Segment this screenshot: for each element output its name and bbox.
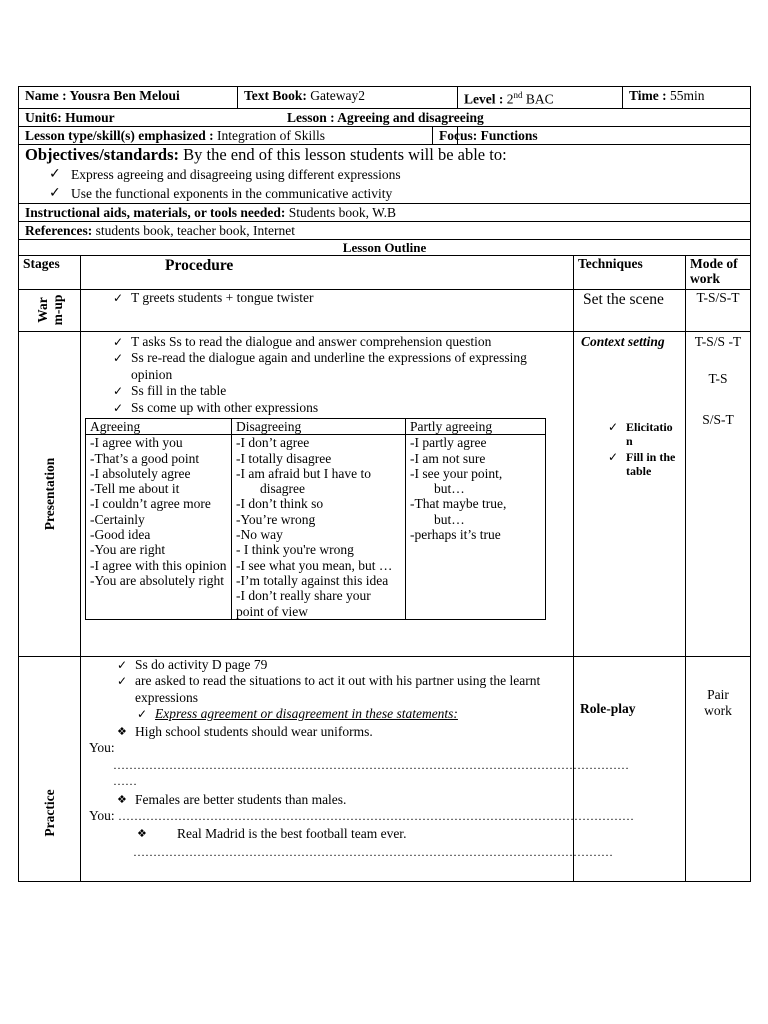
expressions-table — [85, 418, 546, 620]
answer-line-continued: …… — [113, 774, 137, 788]
presentation-step: ✓ Ss fill in the table — [109, 383, 533, 400]
header-agreeing: Agreeing — [86, 419, 232, 435]
warmup-mode: T-S/S-T — [686, 289, 751, 331]
agreeing-phrase: -You are absolutely right — [90, 572, 224, 588]
answer-line[interactable]: ………………………………………………………………………………………………………………… — [113, 757, 629, 772]
disagreeing-phrase: -I don’t think so — [236, 496, 324, 512]
technique-item: ✓ Fill in the table — [604, 450, 681, 478]
stage-practice — [19, 656, 81, 881]
presentation-procedure — [81, 331, 574, 656]
disagreeing-phrase: -I’m totally against this idea — [236, 572, 389, 588]
partly-agreeing-list — [406, 435, 546, 620]
partly-phrase: -That maybe true, — [410, 496, 507, 512]
stage-presentation — [19, 331, 81, 656]
statement-list-1 — [85, 724, 569, 741]
objectives-intro: By the end of this lesson students will be able to: — [179, 144, 507, 164]
objective-item: ✓ Use the functional exponents in the communicative activity — [49, 184, 744, 203]
col-mode: Mode of work — [686, 255, 751, 289]
references-row: References: students book, teacher book, Internet — [19, 221, 751, 239]
agreeing-phrase: -I couldn’t agree more — [90, 496, 211, 512]
statement-item: ❖ Females are better students than males. — [113, 792, 569, 809]
technique-context-setting: Context setting — [581, 333, 665, 349]
partly-phrase: -I partly agree — [410, 435, 487, 451]
practice-instruction-list — [85, 706, 569, 723]
mode-item: T-S — [708, 371, 728, 386]
disagreeing-phrase: -I am afraid but I have to — [236, 465, 371, 481]
presentation-step: ✓ Ss re-read the dialogue again and underline the expressions of expressing opinion — [109, 350, 533, 383]
objectives-section — [19, 144, 751, 203]
technique-item: ✓ Elicitatio n — [604, 420, 681, 448]
agreeing-phrase: -Certainly — [90, 511, 145, 527]
partly-phrase: -perhaps it’s true — [410, 527, 501, 543]
teacher-name: Name : Yousra Ben Meloui — [19, 87, 238, 109]
practice-mode: Pair work — [686, 656, 751, 881]
statement-list-2 — [85, 792, 569, 809]
partly-phrase: but… — [434, 481, 465, 497]
presentation-techniques — [574, 331, 686, 656]
stage-practice-label: Practice — [41, 789, 57, 837]
presentation-modes — [686, 331, 751, 656]
warmup-procedure — [81, 289, 574, 331]
objectives-list — [25, 165, 744, 203]
presentation-steps — [81, 334, 573, 417]
outline-title: Lesson Outline — [19, 239, 751, 255]
stage-warmup-label: War m-up — [34, 294, 65, 326]
agreeing-phrase: -I absolutely agree — [90, 465, 191, 481]
disagreeing-phrase: - I think you're wrong — [236, 542, 354, 558]
statement-item: ❖ High school students should wear uniforms. — [113, 724, 569, 741]
disagreeing-phrase: -I don’t agree — [236, 435, 310, 451]
disagreeing-phrase: -I don’t really share your point of view — [236, 588, 371, 619]
col-techniques: Techniques — [574, 255, 686, 289]
unit-title: Unit6: Humour — [25, 109, 115, 125]
agreeing-phrase: -I agree with this opinion — [90, 557, 227, 573]
stage-warmup — [19, 289, 81, 331]
disagreeing-phrase: -No way — [236, 527, 283, 543]
partly-phrase: -I see your point, — [410, 465, 503, 481]
disagreeing-phrase: disagree — [260, 481, 305, 497]
disagreeing-list — [232, 435, 406, 620]
partly-phrase: -I am not sure — [410, 450, 486, 466]
presentation-step: ✓ Ss come up with other expressions — [109, 400, 533, 417]
header-table — [18, 86, 751, 256]
practice-step: ✓ are asked to read the situations to act it out with his partner using the learnt expressions — [113, 673, 563, 706]
mode-item: S/S-T — [702, 411, 734, 427]
lesson-type-cell: Lesson type/skill(s) emphasized : Integration of Skills — [19, 126, 458, 144]
partly-phrase: but… — [434, 511, 465, 527]
col-stages: Stages — [19, 255, 81, 289]
agreeing-phrase: -I agree with you — [90, 435, 183, 451]
lesson-title: Lesson : Agreeing and disagreeing — [287, 109, 484, 125]
practice-technique: Role-play — [574, 656, 686, 881]
agreeing-list — [86, 435, 232, 620]
presentation-technique-list — [578, 420, 681, 478]
outline-table — [18, 255, 751, 882]
objective-item: ✓ Express agreeing and disagreeing using different expressions — [49, 165, 744, 184]
header-disagreeing: Disagreeing — [232, 419, 406, 435]
col-procedure: Procedure — [81, 255, 574, 289]
warmup-technique: Set the scene — [574, 289, 686, 331]
time-cell: Time : 55min — [623, 87, 751, 109]
statement-item: ❖ Real Madrid is the best football team ever. — [133, 826, 569, 843]
mode-item: T-S/S -T — [694, 333, 742, 349]
practice-steps — [85, 657, 569, 707]
presentation-step: ✓ T asks Ss to read the dialogue and answer comprehension question — [109, 334, 533, 351]
answer-line[interactable]: You: ………………………………………………………………………………………………………………… — [89, 808, 635, 823]
header-partly-agreeing: Partly agreeing — [406, 419, 546, 435]
practice-step: ✓ Ss do activity D page 79 — [113, 657, 563, 674]
answer-label: You: — [89, 740, 115, 755]
disagreeing-phrase: -I totally disagree — [236, 450, 332, 466]
focus-cell: Focus: Functions — [458, 126, 751, 144]
statement-list-3 — [85, 826, 569, 843]
agreeing-phrase: -That’s a good point — [90, 450, 200, 466]
agreeing-phrase: -Tell me about it — [90, 481, 180, 497]
level-cell: Level : 2nd BAC — [458, 87, 623, 109]
unit-lesson-row — [19, 108, 751, 126]
agreeing-phrase: -Good idea — [90, 527, 151, 543]
practice-instruction: ✓ Express agreement or disagreement in these statements: — [133, 706, 569, 723]
stage-presentation-label: Presentation — [41, 457, 57, 530]
disagreeing-phrase: -I see what you mean, but … — [236, 557, 393, 573]
objectives-label: Objectives/standards: — [25, 144, 179, 164]
agreeing-phrase: -You are right — [90, 542, 166, 558]
lesson-plan — [18, 86, 750, 882]
warmup-step: ✓ T greets students + tongue twister — [109, 290, 569, 307]
textbook-cell: Text Book: Gateway2 — [238, 87, 458, 109]
disagreeing-phrase: -You’re wrong — [236, 511, 316, 527]
answer-line[interactable]: ………………………………………………………………………………………………………… — [133, 845, 613, 859]
aids-row: Instructional aids, materials, or tools needed: Students book, W.B — [19, 203, 751, 221]
